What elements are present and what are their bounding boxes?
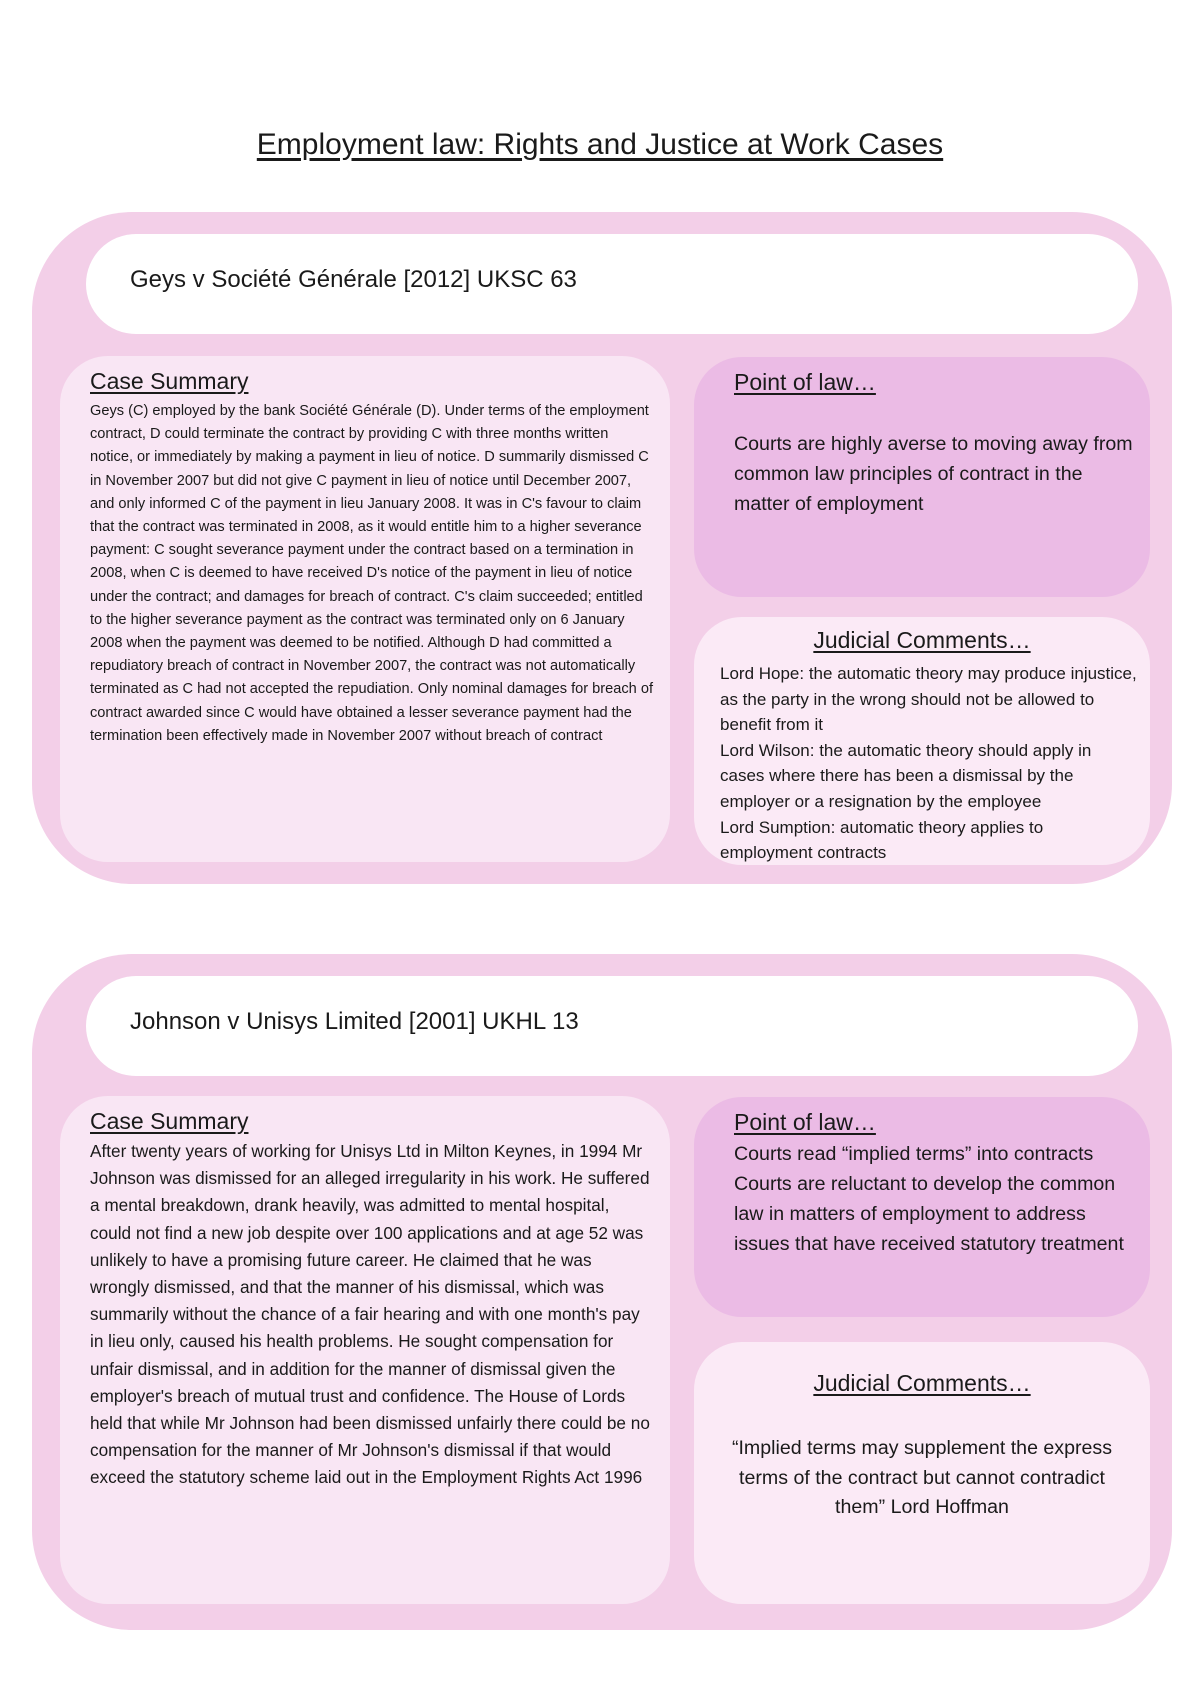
point-of-law-box [694,1097,1150,1317]
judicial-comment: Lord Wilson: the automatic theory should apply in cases where there has been a dismissal by the employer or a resignation by the employee [720,740,1092,811]
judicial-comments-list [720,661,1138,866]
case-summary-heading: Case Summary [90,1108,249,1134]
point-of-law-heading: Point of law… [734,1109,876,1135]
point-of-law-item: Courts are reluctant to develop the common law in matters of employment to address issues that have received statutory treatment [734,1173,1124,1255]
judicial-comments-heading: Judicial Comments… [813,627,1031,653]
point-of-law-item: Courts read “implied terms” into contracts [734,1143,1094,1165]
judicial-comment: Lord Sumption: automatic theory applies to employment contracts [720,817,1044,863]
case-summary-box [60,1096,670,1604]
page-title: Employment law: Rights and Justice at Work Cases [256,128,944,161]
case-header [86,234,1138,334]
case-card-johnson [32,954,1172,1630]
case-summary-heading: Case Summary [90,368,249,394]
case-name: Geys v Société Générale [2012] UKSC 63 [130,266,577,293]
case-summary-box [60,356,670,862]
point-of-law-heading: Point of law… [734,369,876,395]
point-of-law-box [694,357,1150,597]
case-header [86,976,1138,1076]
judicial-comments-box [694,1342,1150,1604]
point-of-law-text: Courts are highly averse to moving away from common law principles of contract in the matter of employment [734,433,1133,515]
case-card-geys [32,212,1172,884]
judicial-comments-box [694,617,1150,865]
case-summary-text: After twenty years of working for Unisys Ltd in Milton Keynes, in 1994 Mr Johnson was dismissed for an alleged irregularity in his work. He suffered a mental breakdown, drank heavily, was admitted to mental hospital, could not find a new job despite over 100 applications and at age 52 was unlikely to have a promising future career. He claimed that he was wrongly dismissed, and that the manner of his dismissal, which was summarily without the chance of a fair hearing and with one month's pay in lieu only, caused his health problems. He sought compensation for unfair dismissal, and in addition for the manner of dismissal given the employer's breach of mutual trust and confidence. The House of Lords held that while Mr Johnson had been dismissed unfairly there could be no compensation for the manner of Mr Johnson's dismissal if that would exceed the statutory scheme laid out in the Employment Rights Act 1996 [90,1141,650,1488]
judicial-comments-heading: Judicial Comments… [813,1370,1031,1396]
case-name: Johnson v Unisys Limited [2001] UKHL 13 [130,1008,579,1035]
case-summary-text: Geys (C) employed by the bank Société Générale (D). Under terms of the employment contract, D could terminate the contract by providing C with three months written notice, or immediately by making a payment in lieu of notice. D summarily dismissed C in November 2007 but did not give C payment in lieu of notice until December 2007, and only informed C of the payment in lieu January 2008. It was in C's favour to claim that the contract was terminated in 2008, as it would entitle him to a higher severance payment: C sought severance payment under the contract based on a termination in 2008, when C is deemed to have received D's notice of the payment in lieu of notice under the contract; and damages for breach of contract. C's claim succeeded; entitled to the higher severance payment as the contract was terminated only on 6 January 2008 when the payment was deemed to be notified. Although D had committed a repudiatory breach of contract in November 2007, the contract was not automatically terminated as C had not accepted the repudiation. Only nominal damages for breach of contract awarded since C would have obtained a lesser severance payment had the termination been effectively made in November 2007 without breach of contract [90,403,654,744]
judicial-comment: Lord Hope: the automatic theory may produce injustice, as the party in the wrong should not be allowed to benefit from it [720,664,1137,735]
judicial-quote: “Implied terms may supplement the express terms of the contract but cannot contradict them” Lord Hoffman [731,1437,1113,1518]
point-of-law-list [734,1139,1136,1259]
